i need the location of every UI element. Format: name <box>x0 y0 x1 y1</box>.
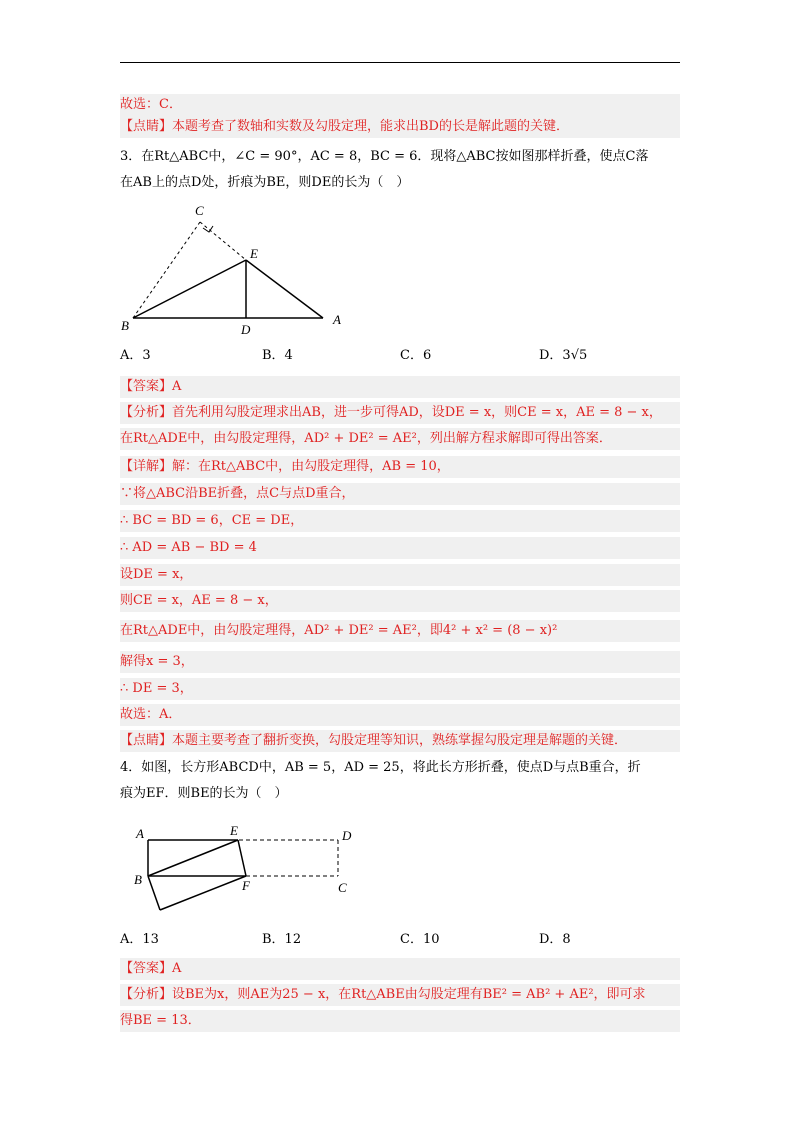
detail-line-3: ∴ BC = BD = 6，CE = DE， <box>120 510 680 532</box>
q4-option-c: C．10 <box>400 932 440 947</box>
answer-choice-line: 故选：C． <box>120 94 680 116</box>
answer-label-2: 【答案】A <box>120 958 680 980</box>
fig2-label-a: A <box>136 826 144 841</box>
detail-line-8: 解得x = 3， <box>120 651 680 673</box>
fig2-label-f: F <box>242 878 250 893</box>
detail-line-6: 则CE = x，AE = 8 − x， <box>120 590 680 612</box>
question-4-line-1: 4．如图，长方形ABCD中，AB = 5，AD = 25，将此长方形折叠，使点D与点B重合，折 <box>120 760 641 775</box>
q3-option-a: A．3 <box>120 348 151 363</box>
q3-option-c: C．6 <box>400 348 432 363</box>
fig1-label-c: C <box>195 203 204 218</box>
comment-line: 【点睛】本题考查了数轴和实数及勾股定理，能求出BD的长是解此题的关键． <box>120 116 680 138</box>
q4-option-b: B．12 <box>262 932 302 947</box>
triangle-fold-figure <box>115 200 355 340</box>
question-3-line-2: 在AB上的点D处，折痕为BE，则DE的长为（ ） <box>120 175 410 190</box>
analysis-line-1: 【分析】首先利用勾股定理求出AB，进一步可得AD，设DE = x，则CE = x，AE = 8 − x， <box>120 402 680 424</box>
detail-line-9: ∴ DE = 3， <box>120 678 680 700</box>
fig1-label-a: A <box>333 312 341 327</box>
answer-label: 【答案】A <box>120 376 680 398</box>
question-4-line-2: 痕为EF．则BE的长为（ ） <box>120 786 288 801</box>
fig2-label-b: B <box>134 872 142 887</box>
analysis-line-3: 【分析】设BE为x，则AE为25 − x，在Rt△ABE由勾股定理有BE² = AB² + AE²，即可求 <box>120 984 680 1006</box>
detail-line-5: 设DE = x， <box>120 564 680 586</box>
q3-option-d: D．3√5 <box>539 348 588 363</box>
detail-line-2: ∵将△ABC沿BE折叠，点C与点D重合， <box>120 483 680 505</box>
analysis-line-4: 得BE = 13． <box>120 1010 680 1032</box>
q4-option-a: A．13 <box>120 932 159 947</box>
header-rule <box>120 62 680 63</box>
fig2-label-d: D <box>342 828 352 843</box>
detail-line-7: 在Rt△ADE中，由勾股定理得，AD² + DE² = AE²，即4² + x² = (8 − x)² <box>120 620 680 642</box>
fig2-label-c: C <box>338 880 347 895</box>
rectangle-fold-figure <box>128 820 368 920</box>
q4-option-d: D．8 <box>539 932 571 947</box>
comment-line-2: 【点睛】本题主要考查了翻折变换，勾股定理等知识，熟练掌握勾股定理是解题的关键． <box>120 730 680 752</box>
fig1-label-d: D <box>241 322 251 337</box>
question-3-line-1: 3．在Rt△ABC中，∠C = 90°，AC = 8，BC = 6．现将△ABC按如图那样折叠，使点C落 <box>120 149 649 164</box>
analysis-line-2: 在Rt△ADE中，由勾股定理得，AD² + DE² = AE²，列出解方程求解即可得出答案． <box>120 428 680 450</box>
fig1-label-b: B <box>121 318 129 333</box>
fig1-label-e: E <box>250 246 258 261</box>
detail-line-1: 【详解】解：在Rt△ABC中，由勾股定理得，AB = 10， <box>120 456 680 478</box>
choice-line: 故选：A． <box>120 704 680 726</box>
q3-option-b: B．4 <box>262 348 293 363</box>
detail-line-4: ∴ AD = AB − BD = 4 <box>120 537 680 559</box>
fig2-label-e: E <box>230 823 238 838</box>
